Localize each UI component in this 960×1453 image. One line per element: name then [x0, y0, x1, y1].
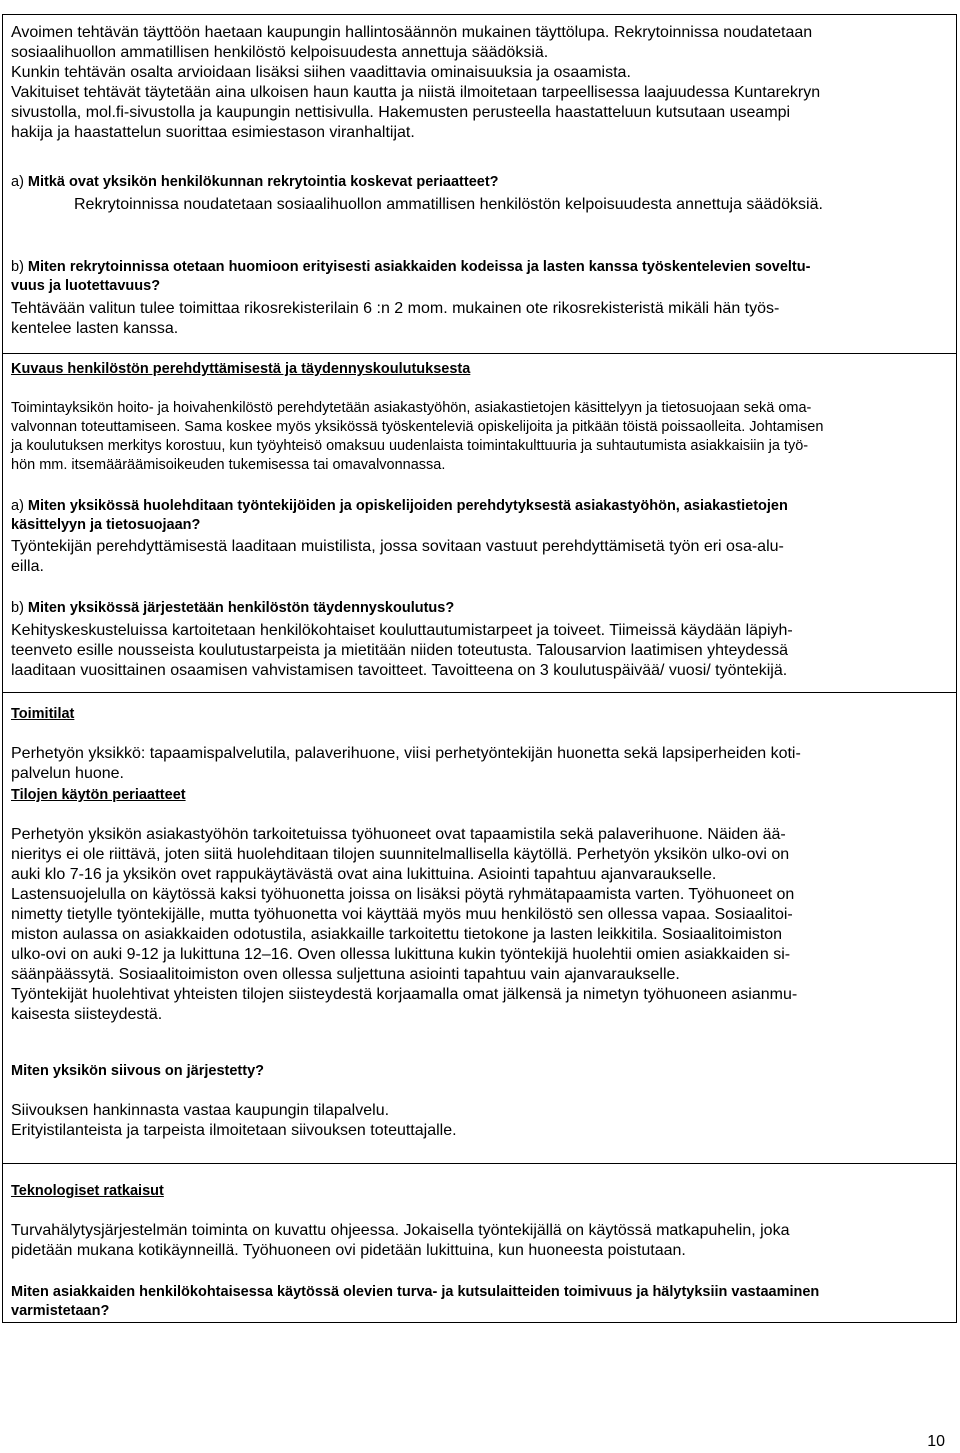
text-line: auki klo 7-16 ja yksikön ovet rappukäytävästä ovat aina lukittuina. Asiointi tapahtuu ajanvaraukselle. [11, 866, 717, 883]
orientation-heading [11, 360, 947, 379]
text-line: Perhetyön yksikkö: tapaamispalvelutila, palaverihuone, viisi perhetyöntekijän huonetta sekä lapsiperheiden koti- [11, 745, 801, 762]
section-heading: Kuvaus henkilöstön perehdyttämisestä ja täydennyskoulutuksesta [11, 361, 471, 377]
question-alarm-devices [11, 1283, 947, 1321]
section-heading: Teknologiset ratkaisut [11, 1183, 164, 1199]
question-recruitment-principles [11, 173, 947, 192]
text-line: teenveto esille nousseista koulutustarpeista ja mietitään niiden toteutusta. Talousarvion laatimisen yhteydessä [11, 642, 789, 659]
answer-orientation [11, 537, 947, 577]
technology-description [11, 1221, 947, 1261]
text-line: ulko-ovi on auki 9-12 ja lukittuna 12–16. Oven ollessa lukittuna kukin työntekijä huolehtii omien asiakkaiden si- [11, 946, 791, 963]
answer-text: Rekrytoinnissa noudatetaan sosiaalihuollon ammatillisen henkilöstön kelpoisuudesta annettuja säädöksiä. [74, 196, 823, 213]
text-line: kaisesta siisteydestä. [11, 1006, 163, 1023]
question-text: Miten yksikön siivous on järjestetty? [11, 1063, 265, 1079]
text-line: Työntekijän perehdyttämisestä laaditaan muistilista, jossa sovitaan vastuut perehdyttämisetä työn eri osa-alu- [11, 538, 784, 555]
question-cleaning [11, 1062, 947, 1081]
premises-usage-text [11, 825, 947, 1025]
question-text: Mitkä ovat yksikön henkilökunnan rekrytointia koskevat periaatteet? [23, 174, 499, 190]
text-line: nimetty tietylle työntekijälle, mutta työhuonetta voi käyttää myös muu henkilöstö sen ollessa vapaa. Sosiaalitoi- [11, 906, 793, 923]
question-text: Miten yksikössä järjestetään henkilöstön täydennyskoulutus? [23, 600, 455, 616]
premises-description [11, 744, 947, 784]
question-text-line1: Miten asiakkaiden henkilökohtaisessa käytössä olevien turva- ja kutsulaitteiden toimivuus ja hälytyksiin vastaaminen [11, 1284, 820, 1300]
question-text-line2: varmistetaan? [11, 1303, 110, 1319]
recruitment-intro [11, 23, 947, 143]
text-line: Perhetyön yksikön asiakastyöhön tarkoitetuissa työhuoneet ovat tapaamistila sekä palaverihuone. Näiden ää- [11, 826, 786, 843]
question-prefix: b) [11, 259, 24, 275]
text-line: Vakituiset tehtävät täytetään aina ulkoisen haun kautta ja niistä ilmoitetaan tarpeellisessa laajuudessa Kuntarekryn [11, 84, 821, 101]
text-line: Turvahälytysjärjestelmän toiminta on kuvattu ohjeessa. Jokaisella työntekijällä on käytössä matkapuhelin, joka [11, 1222, 790, 1239]
text-line: Työntekijät huolehtivat yhteisten tilojen siisteydestä korjaamalla omat jälkensä ja nimetyn työhuoneen asianmu- [11, 986, 798, 1003]
question-training [11, 599, 947, 618]
answer-training [11, 621, 947, 681]
text-line: Siivouksen hankinnasta vastaa kaupungin tilapalvelu. [11, 1102, 390, 1119]
text-line: hakija ja haastattelun suorittaa esimiestason viranhaltijat. [11, 124, 415, 141]
text-line: Erityistilanteista ja tarpeista ilmoitetaan siivouksen toteuttajalle. [11, 1122, 457, 1139]
text-line: Tehtävään valitun tulee toimittaa rikosrekisterilain 6 :n 2 mom. mukainen ote rikosrekisteristä mikäli hän työs- [11, 300, 780, 317]
text-line: miston aulassa on asiakkaiden odotustila, asiakkaille tarkoitettu tietokone ja lasten leikkitila. Sosiaalitoimiston [11, 926, 783, 943]
text-line: palvelun huone. [11, 765, 124, 782]
text-line: Toimintayksikön hoito- ja hoivahenkilöstö perehdytetään asiakastyöhön, asiakastietojen käsittelyyn ja tietosuojaan sekä oma- [11, 400, 812, 416]
subsection-heading: Tilojen käytön periaatteet [11, 787, 186, 803]
page-number: 10 [927, 1433, 945, 1450]
text-line: kentelee lasten kanssa. [11, 320, 179, 337]
text-line: Kehityskeskusteluissa kartoitetaan henkilökohtaiset kouluttautumistarpeet ja toiveet. Tiimeissä käydään läpiyh- [11, 622, 793, 639]
text-line: nieritys ei ole riittävä, joten siitä huolehditaan tilojen suunnitelmallisella käytöllä. Perhetyön yksikön ulko-ovi on [11, 846, 790, 863]
text-line: Lastensuojelulla on käytössä kaksi työhuonetta joissa on lisäksi pöytä ryhmätapaamista varten. Työhuoneet on [11, 886, 795, 903]
text-line: hön mm. itsemääräämisoikeuden tukemisessa tai omavalvonnassa. [11, 457, 446, 473]
question-text-line1: Miten yksikössä huolehditaan työntekijöiden ja opiskelijoiden perehdytyksestä asiakastyöhön, asiakastietojen [23, 498, 788, 514]
text-line: ja koulutuksen merkitys korostuu, kun työyhteisö omaksuu uudenlaista toimintakulttuuria ja suhtautumista asiakkaisiin ja työ- [11, 438, 809, 454]
answer-cleaning [11, 1101, 947, 1141]
orientation-description [11, 399, 947, 475]
text-line: sosiaalihuollon ammatillisen henkilöstö kelpoisuudesta annettuja säädöksiä. [11, 44, 549, 61]
question-suitability [11, 258, 947, 296]
text-line: pidetään mukana kotikäynneillä. Työhuoneen ovi pidetään lukittuina, kun huoneesta poistutaan. [11, 1242, 686, 1259]
answer-suitability [11, 299, 947, 339]
question-text-line1: Miten rekrytoinnissa otetaan huomioon erityisesti asiakkaiden kodeissa ja lasten kanssa työskentelevien soveltu- [23, 259, 811, 275]
question-text-line2: käsittelyyn ja tietosuojaan? [11, 517, 201, 533]
question-prefix: a) [11, 174, 24, 190]
text-line: sivustolla, mol.fi-sivustolla ja kaupungin nettisivulla. Hakemusten perusteella haastatteluun kutsutaan useampi [11, 104, 791, 121]
question-prefix: b) [11, 600, 24, 616]
text-line: Avoimen tehtävän täyttöön haetaan kaupungin hallintosäännön mukainen täyttölupa. Rekrytoinnissa noudatetaan [11, 24, 813, 41]
text-line: eilla. [11, 558, 44, 575]
text-line: Kunkin tehtävän osalta arvioidaan lisäksi siihen vaadittavia ominaisuuksia ja osaamista. [11, 64, 631, 81]
premises-usage-heading [11, 786, 947, 805]
text-line: laaditaan vuosittainen osaamisen vahvistamisen tavoitteet. Tavoitteena on 3 koulutuspäivää/ vuosi/ työntekijä. [11, 662, 788, 679]
text-line: valvonnan toteuttamiseen. Sama koskee myös yksikössä työskenteleviä opiskelijoita ja pitkään töistä poissaolleita. Johtamisen [11, 419, 824, 435]
text-line: säänpäässytä. Sosiaalitoimiston oven ollessa suljettuna asiointi tapahtuu vain ajanvaraukselle. [11, 966, 680, 983]
section-heading: Toimitilat [11, 706, 75, 722]
question-orientation [11, 497, 947, 535]
technology-heading [11, 1182, 947, 1201]
answer-recruitment-principles [74, 195, 954, 215]
premises-heading [11, 705, 947, 724]
question-text-line2: vuus ja luotettavuus? [11, 278, 161, 294]
question-prefix: a) [11, 498, 24, 514]
